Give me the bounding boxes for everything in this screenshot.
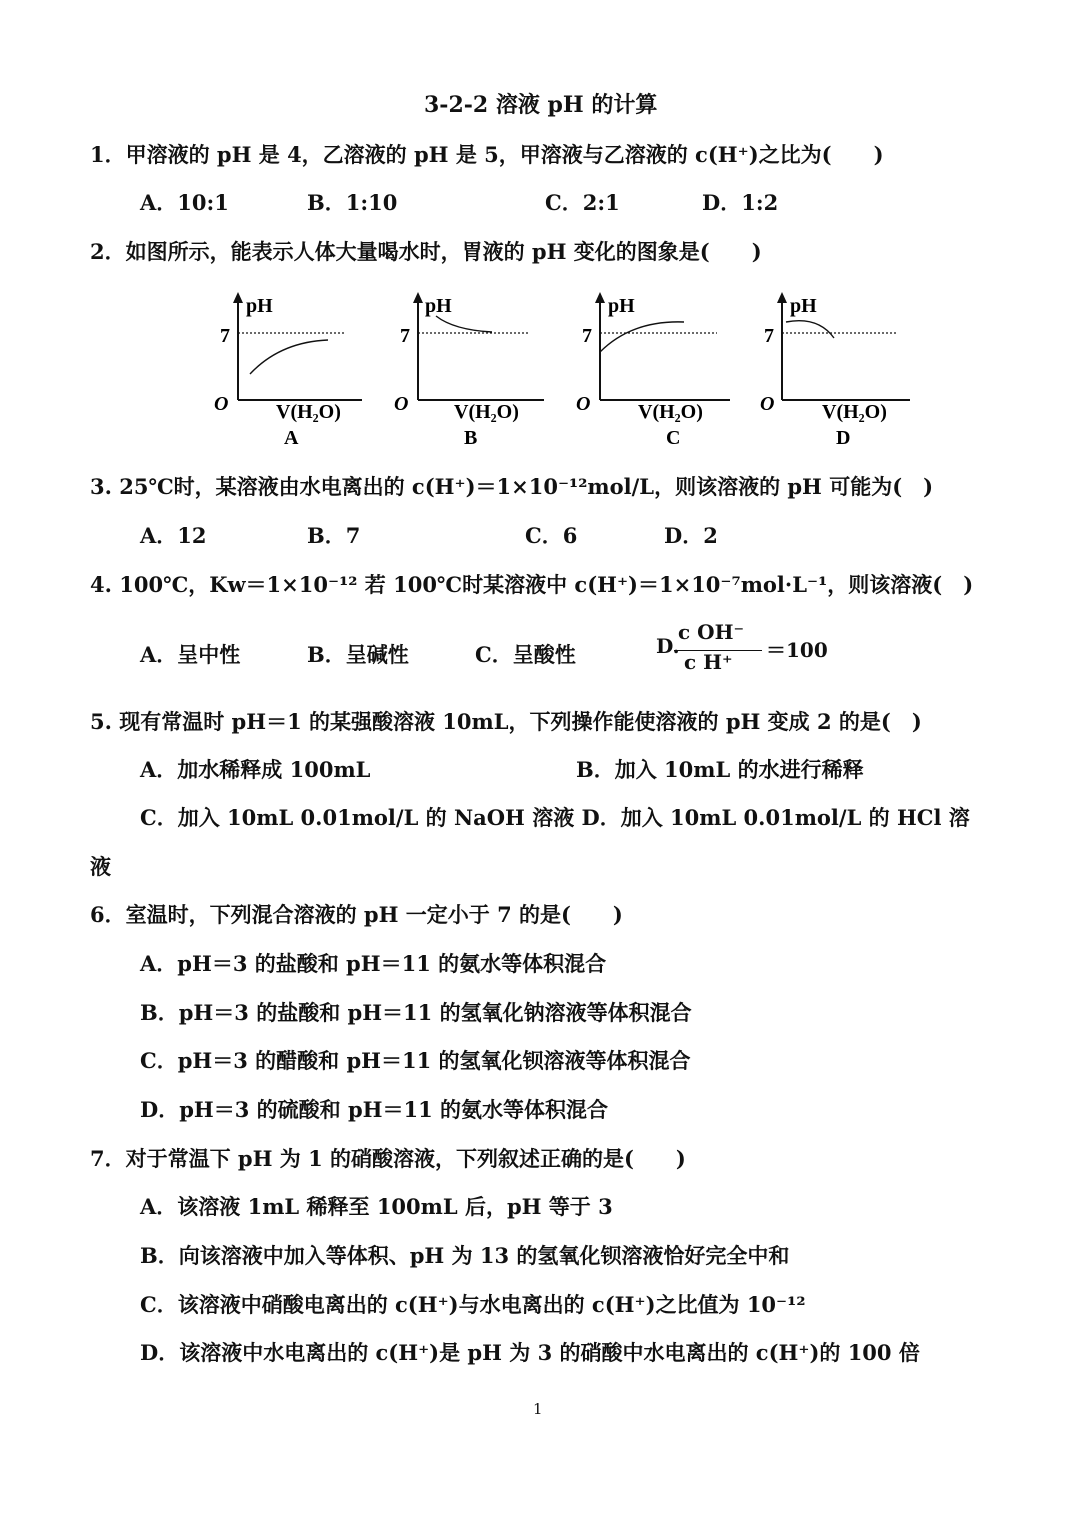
q4-option-d-equals: ＝100 [766, 638, 828, 662]
q6-option-a: A．pH＝3 的盐酸和 pH＝11 的氨水等体积混合 [140, 951, 607, 976]
q5-option-a: A．加水稀释成 100mL [140, 757, 371, 782]
q5-option-d-continued: 液 [90, 854, 111, 879]
question-2-stem: 2．如图所示，能表示人体大量喝水时，胃液的 pH 变化的图象是( ) [90, 239, 762, 264]
q3-option-b: B．7 [307, 523, 361, 548]
q4-option-d-numerator: c OH⁻ [678, 620, 745, 644]
q7-option-d: D．该溶液中水电离出的 c(H⁺)是 pH 为 3 的硝酸中水电离出的 c(H⁺)的 100 倍 [140, 1340, 920, 1365]
q6-option-c: C．pH＝3 的醋酸和 pH＝11 的氢氧化钡溶液等体积混合 [140, 1048, 691, 1073]
graph-d-xlabel: V(H₂O) [822, 401, 887, 423]
q3-option-c: C．6 [525, 523, 578, 548]
question-5-stem: 5. 现有常温时 pH＝1 的某强酸溶液 10mL，下列操作能使溶液的 pH 变成 2 的是( ) [90, 709, 922, 734]
graph-b [390, 290, 550, 452]
graph-d [756, 290, 916, 452]
q3-option-d: D．2 [664, 523, 718, 548]
q5-option-c-d: C．加入 10mL 0.01mol/L 的 NaOH 溶液 D．加入 10mL 0.01mol/L 的 HCl 溶 [140, 805, 970, 830]
graph-a-letter: A [284, 427, 299, 449]
graph-c-ylabel: pH [608, 295, 635, 317]
graph-c-xlabel: V(H₂O) [638, 401, 703, 423]
q4-option-c: C．呈酸性 [475, 642, 576, 667]
q1-option-d: D．1:2 [702, 190, 779, 215]
q1-option-c: C．2:1 [545, 190, 620, 215]
q4-option-d-label: D. [656, 634, 680, 658]
q5-option-b: B．加入 10mL 的水进行稀释 [576, 757, 864, 782]
q6-option-d: D．pH＝3 的硫酸和 pH＝11 的氨水等体积混合 [140, 1097, 609, 1122]
q4-option-b: B．呈碱性 [307, 642, 409, 667]
graph-b-origin: O [394, 393, 409, 415]
graph-c-letter: C [666, 427, 681, 449]
graph-a-seven: 7 [220, 325, 230, 347]
q7-option-a: A．该溶液 1mL 稀释至 100mL 后，pH 等于 3 [140, 1194, 613, 1219]
graph-a-xlabel: V(H₂O) [276, 401, 341, 423]
graph-d-origin: O [760, 393, 775, 415]
q7-option-b: B．向该溶液中加入等体积、pH 为 13 的氢氧化钡溶液恰好完全中和 [140, 1243, 790, 1268]
graph-b-ylabel: pH [425, 295, 452, 317]
q1-option-b: B．1:10 [307, 190, 398, 215]
graph-b-seven: 7 [400, 325, 410, 347]
graph-d-ylabel: pH [790, 295, 817, 317]
graph-b-xlabel: V(H₂O) [454, 401, 519, 423]
graph-a-origin: O [214, 393, 229, 415]
graph-c [572, 290, 737, 452]
graph-d-seven: 7 [764, 325, 774, 347]
question-4-stem: 4. 100℃，Kw＝1×10⁻¹² 若 100℃时某溶液中 c(H⁺)＝1×10⁻⁷mol·L⁻¹，则该溶液( ) [90, 572, 974, 597]
q6-option-b: B．pH＝3 的盐酸和 pH＝11 的氢氧化钠溶液等体积混合 [140, 1000, 692, 1025]
q1-option-a: A．10:1 [140, 190, 229, 215]
graph-c-origin: O [576, 393, 591, 415]
graph-a [208, 290, 368, 452]
graph-b-letter: B [464, 427, 478, 449]
q7-option-c: C．该溶液中硝酸电离出的 c(H⁺)与水电离出的 c(H⁺)之比值为 10⁻¹² [140, 1292, 806, 1317]
question-1-stem: 1．甲溶液的 pH 是 4，乙溶液的 pH 是 5，甲溶液与乙溶液的 c(H⁺)之比为( ) [90, 142, 884, 167]
page-number: 1 [533, 1400, 543, 1418]
graph-c-seven: 7 [582, 325, 592, 347]
page-title: 3-2-2 溶液 pH 的计算 [424, 92, 658, 118]
graph-a-ylabel: pH [246, 295, 273, 317]
question-6-stem: 6．室温时，下列混合溶液的 pH 一定小于 7 的是( ) [90, 902, 623, 927]
question-3-stem: 3. 25℃时，某溶液由水电离出的 c(H⁺)＝1×10⁻¹²mol/L，则该溶液的 pH 可能为( ) [90, 474, 934, 499]
q4-option-d-denominator: c H⁺ [684, 650, 733, 674]
q4-option-a: A．呈中性 [140, 642, 241, 667]
question-7-stem: 7．对于常温下 pH 为 1 的硝酸溶液，下列叙述正确的是( ) [90, 1146, 686, 1171]
graph-d-letter: D [836, 427, 851, 449]
q4-option-d [656, 620, 896, 692]
q3-option-a: A．12 [140, 523, 207, 548]
